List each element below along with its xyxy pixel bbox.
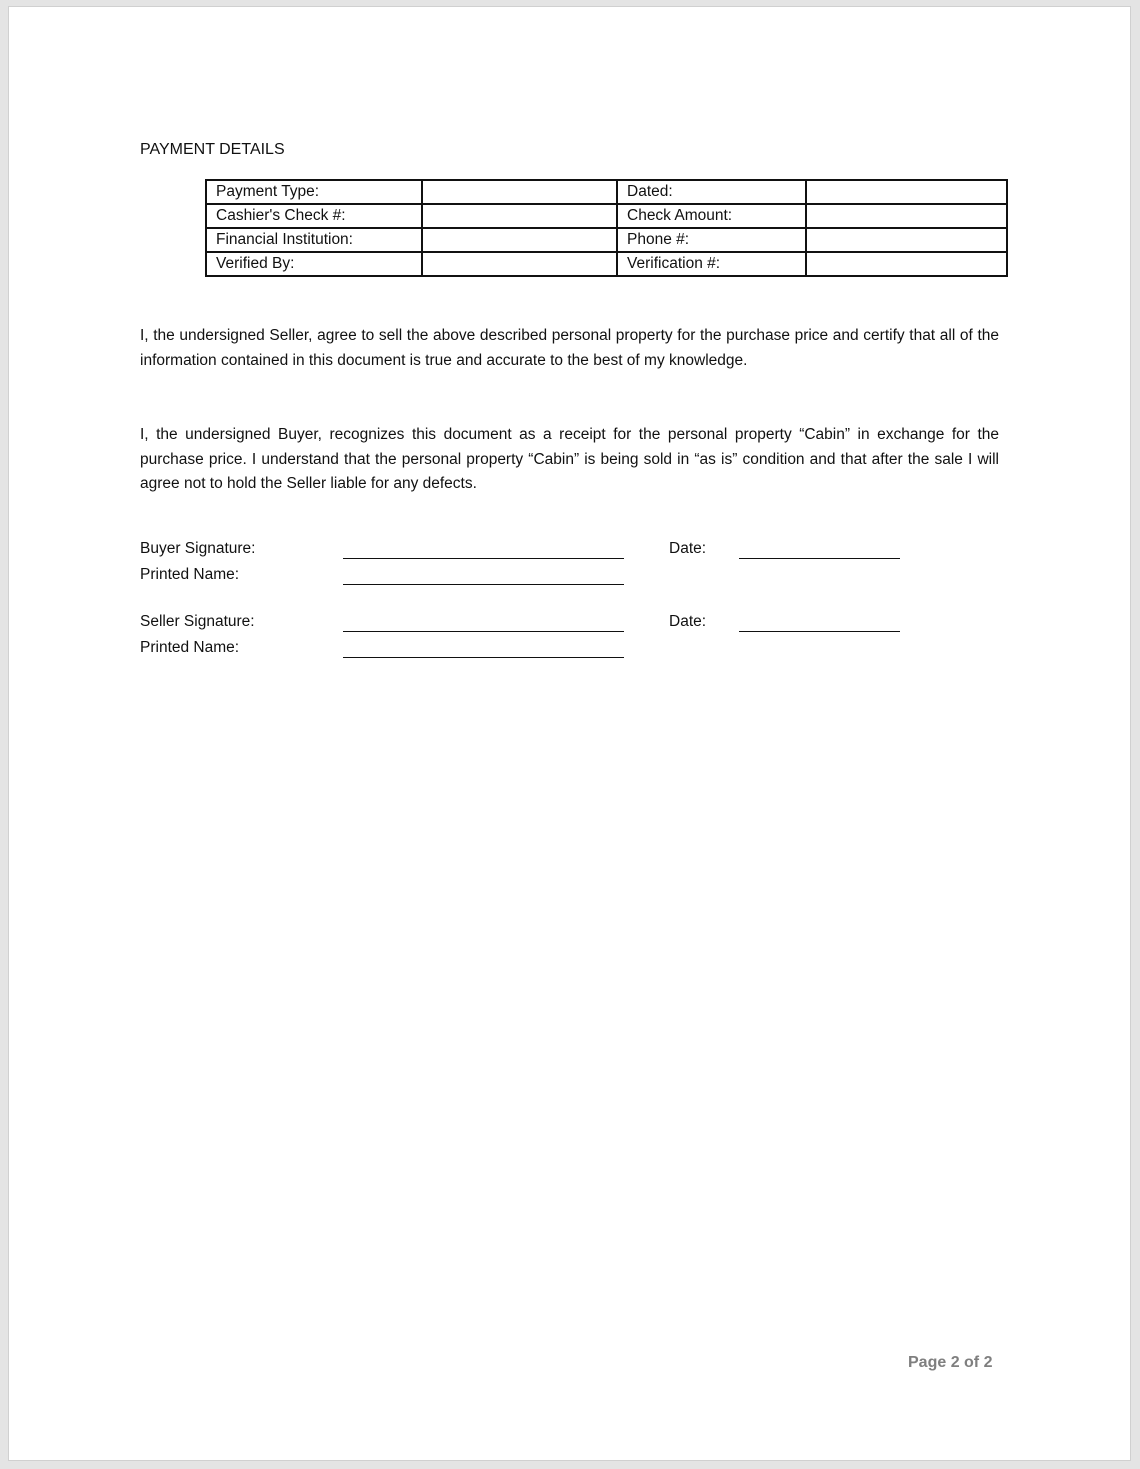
field-label-cell: Financial Institution: [206,228,422,252]
field-value-cell[interactable] [806,228,1007,252]
buyer-signature-label: Buyer Signature: [140,540,256,557]
buyer-date-line[interactable] [739,558,900,559]
field-label-cell: Verified By: [206,252,422,276]
seller-date-label: Date: [669,613,707,630]
buyer-date-label: Date: [669,540,707,557]
section-heading: PAYMENT DETAILS [140,141,285,158]
field-value-cell[interactable] [422,228,617,252]
field-label-cell: Payment Type: [206,180,422,204]
field-value-cell[interactable] [806,252,1007,276]
seller-signature-label: Seller Signature: [140,613,255,630]
field-value-cell[interactable] [422,180,617,204]
table-row [206,204,1007,228]
field-value-cell[interactable] [806,180,1007,204]
document-page [8,6,1131,1461]
table-row [206,252,1007,276]
seller-printed-name-label: Printed Name: [140,639,240,656]
table-row [206,228,1007,252]
field-label-cell: Cashier's Check #: [206,204,422,228]
seller-statement: I, the undersigned Seller, agree to sell the above described personal property for the purchase price and certify that all of the information contained in this document is true and accurate to the best of my knowledge. [140,327,999,369]
field-value-cell[interactable] [806,204,1007,228]
page-number: Page 2 of 2 [908,1354,993,1371]
field-label-cell: Phone #: [617,228,806,252]
buyer-printed-name-label: Printed Name: [140,566,240,583]
field-label-cell: Check Amount: [617,204,806,228]
field-label-cell: Verification #: [617,252,806,276]
buyer-statement: I, the undersigned Buyer, recognizes this document as a receipt for the personal property “Cabin” in exchange for the purchase price. I understand that the personal property “Cabin” is being sold in “as is” condition and that after the sale I will agree not to hold the Seller liable for any defects. [140,426,999,492]
field-label-cell: Dated: [617,180,806,204]
field-value-cell[interactable] [422,204,617,228]
seller-printed-name-line[interactable] [343,657,624,658]
seller-signature-line[interactable] [343,631,624,632]
field-value-cell[interactable] [422,252,617,276]
table-row [206,180,1007,204]
payment-details-table [205,179,1008,277]
buyer-printed-name-line[interactable] [343,584,624,585]
seller-date-line[interactable] [739,631,900,632]
buyer-signature-line[interactable] [343,558,624,559]
